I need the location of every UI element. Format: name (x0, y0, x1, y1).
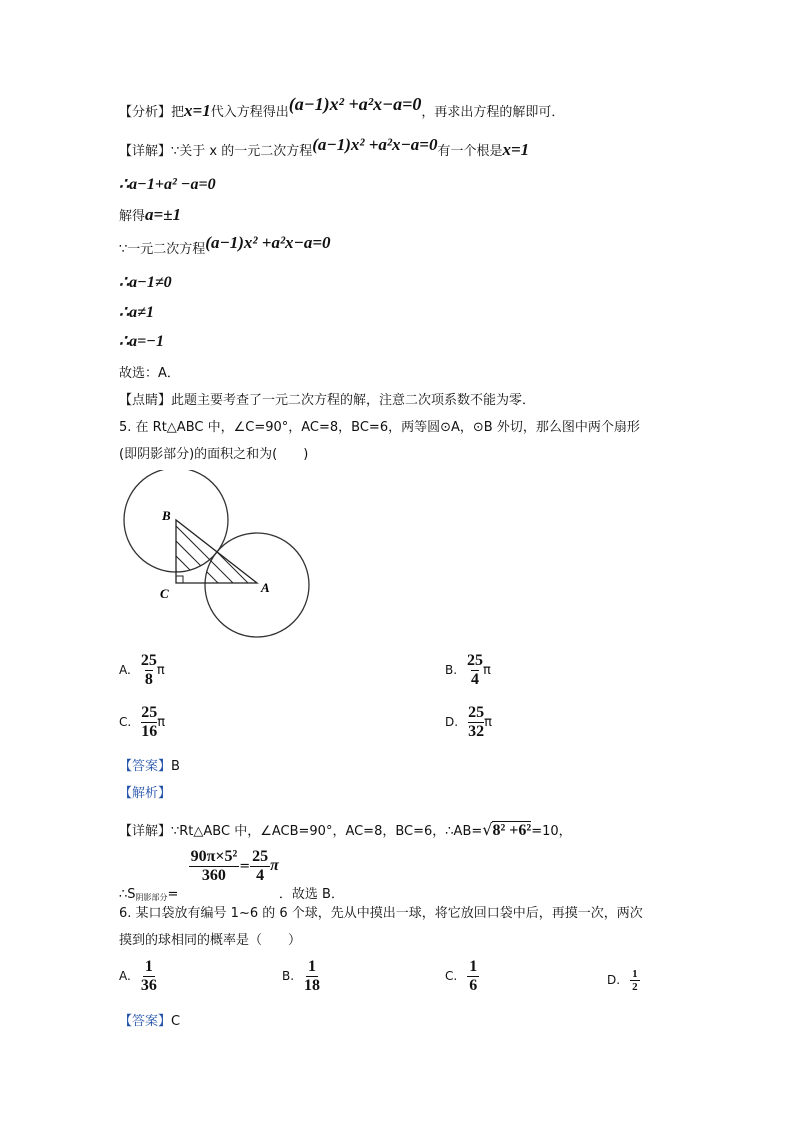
answer-6: 【答案】C (119, 1014, 181, 1029)
analysis-5: 【解析】 (119, 786, 172, 801)
geometry-diagram (110, 470, 320, 645)
right-angle-mark (176, 576, 183, 583)
step-line: ∴a−1≠0 (119, 274, 172, 291)
question-5-cont: (即阴影部分)的面积之和为( ) (119, 447, 309, 462)
label-c: C (160, 586, 169, 601)
detail-line: 【详解】∵关于 x 的一元二次方程(a−1)x² +a²x−a=0有一个根是x=1 (119, 135, 530, 159)
step-line: ∵一元二次方程(a−1)x² +a²x−a=0 (119, 233, 331, 257)
circle-a (205, 533, 309, 637)
option-d: D. $\frac{1}{2}$ (607, 968, 638, 993)
question-6: 6. 某口袋放有编号 1~6 的 6 个球，先从中摸出一球，将它放回口袋中后，再摸一次，两次 (119, 906, 643, 921)
option-d: D. $\frac{25}{32}$ π (445, 704, 492, 740)
analysis-line: 【分析】把x=1代入方程得出(a−1)x² +a²x−a=0，再求出方程的解即可． (119, 94, 565, 120)
option-c: C. $\frac{25}{16}$ π (119, 704, 166, 740)
option-c: C. $\frac{1}{6}$ (445, 958, 478, 994)
area-formula: $\therefore S_{阴影部分}=$ $\frac{\text{90π×5²}}{360}$ = $\frac{25}{4}$ π．故选 B． (119, 848, 344, 902)
step-line: ∴a=−1 (119, 333, 164, 350)
choice-line: 故选：A． (119, 366, 180, 381)
label-b: B (162, 508, 171, 523)
detail-5: 【详解】∵Rt△ABC 中，∠ACB=90°，AC=8，BC=6，∴AB=√8² +6²=10， (119, 820, 572, 839)
answer-5: 【答案】B (119, 759, 180, 774)
step-line: ∴a−1+a² −a=0 (119, 176, 216, 193)
triangle-abc (176, 520, 257, 583)
option-b: B. $\frac{25}{4}$ π (445, 652, 491, 688)
label-a: A (261, 580, 270, 595)
question-6-cont: 摸到的球相同的概率是（ ） (119, 933, 302, 948)
question-5: 5. 在 Rt△ABC 中，∠C=90°，AC=8，BC=6，两等圆⊙A，⊙B 外切，那么图中两个扇形 (119, 420, 640, 435)
solve-line: 解得a=±1 (119, 205, 182, 224)
step-line: ∴a≠1 (119, 304, 154, 321)
option-a: A. $\frac{1}{36}$ (119, 958, 157, 994)
option-a: A. $\frac{25}{8}$ π (119, 652, 165, 688)
comment-line: 【点睛】此题主要考查了一元二次方程的解，注意二次项系数不能为零． (119, 393, 536, 408)
option-b: B. $\frac{1}{18}$ (282, 958, 321, 994)
